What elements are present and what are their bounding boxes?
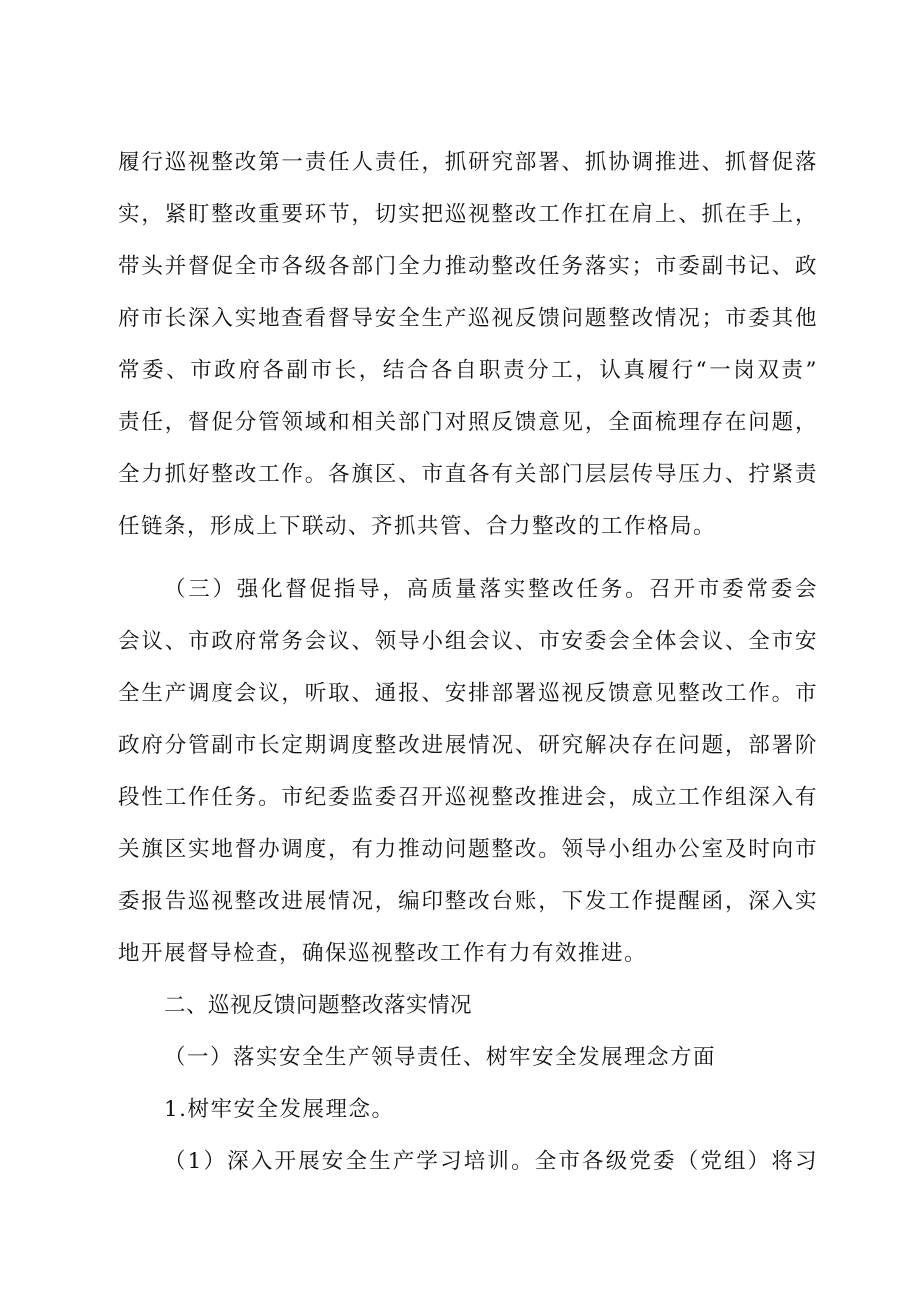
paragraph-leadership-responsibility bbox=[118, 137, 818, 553]
text-line: 段性工作任务。市纪委监委召开巡视整改推进会，成立工作组深入有 bbox=[118, 785, 818, 810]
text-line: 全生产调度会议，听取、通报、安排部署巡视反馈意见整改工作。市 bbox=[118, 681, 818, 706]
text-line: 地开展督导检查，确保巡视整改工作有力有效推进。 bbox=[118, 941, 648, 966]
text-line: 常委、市政府各副市长，结合各自职责分工，认真履行“一岗双责” bbox=[118, 358, 818, 383]
text-line: 政府分管副市长定期调度整改进展情况、研究解决存在问题，部署阶 bbox=[118, 733, 818, 758]
subsection-heading bbox=[118, 1032, 818, 1084]
section-heading-text: 二、巡视反馈问题整改落实情况 bbox=[164, 993, 473, 1018]
sub-list-item bbox=[118, 1136, 818, 1188]
list-item-text: 1.树牢安全发展理念。 bbox=[164, 1097, 395, 1122]
text-line: 实，紧盯整改重要环节，切实把巡视整改工作扛在肩上、抓在手上， bbox=[118, 202, 818, 227]
subsection-heading-text: （一）落实安全生产领导责任、树牢安全发展理念方面 bbox=[164, 1045, 717, 1070]
list-item-heading bbox=[118, 1084, 818, 1136]
section-heading bbox=[118, 980, 818, 1032]
text-line: 带头并督促全市各级各部门全力推动整改任务落实；市委副书记、政 bbox=[118, 254, 818, 279]
text-line: 履行巡视整改第一责任人责任，抓研究部署、抓协调推进、抓督促落 bbox=[118, 150, 818, 175]
document-body bbox=[118, 137, 818, 1188]
text-line: 委报告巡视整改进展情况，编印整改台账，下发工作提醒函，深入实 bbox=[118, 889, 818, 914]
text-line: 府市长深入实地查看督导安全生产巡视反馈问题整改情况；市委其他 bbox=[118, 306, 818, 331]
paragraph-supervision-guidance bbox=[118, 564, 818, 980]
text-line: 全力抓好整改工作。各旗区、市直各有关部门层层传导压力、拧紧责 bbox=[118, 462, 818, 487]
text-line: 责任，督促分管领域和相关部门对照反馈意见，全面梳理存在问题， bbox=[118, 410, 818, 435]
text-line: （三）强化督促指导，高质量落实整改任务。召开市委常委会 bbox=[164, 577, 818, 602]
sub-list-item-text: （1）深入开展安全生产学习培训。全市各级党委（党组）将习 bbox=[164, 1149, 818, 1174]
text-line: 任链条，形成上下联动、齐抓共管、合力整改的工作格局。 bbox=[118, 514, 717, 539]
text-line: 会议、市政府常务会议、领导小组会议、市安委会全体会议、全市安 bbox=[118, 629, 818, 654]
text-line: 关旗区实地督办调度，有力推动问题整改。领导小组办公室及时向市 bbox=[118, 837, 818, 862]
